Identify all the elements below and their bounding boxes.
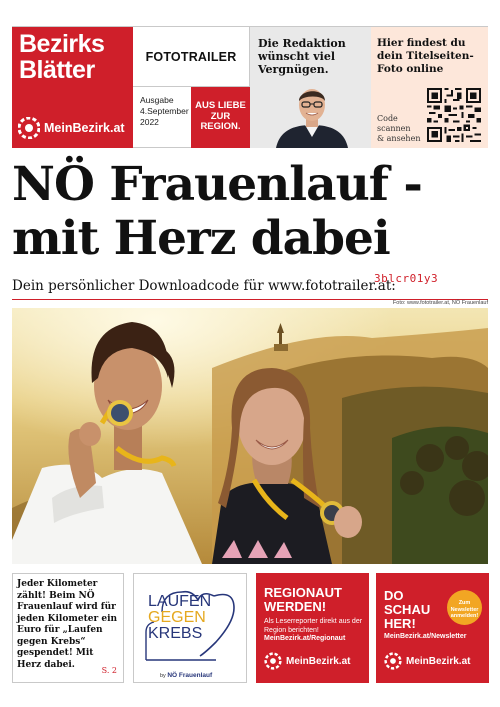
slogan-line2: ZUR — [210, 110, 231, 122]
editorial-text: Die Redaktion wünscht viel Vergnügen. — [258, 37, 346, 76]
slogan-line1: AUS LIEBE — [195, 100, 246, 111]
regionaut-link[interactable]: MeinBezirk.at/Regionaut — [264, 635, 346, 642]
issue-year: 2022 — [140, 117, 159, 127]
lgk-org: NÖ Frauenlauf — [167, 672, 213, 679]
page-headline — [12, 158, 488, 266]
fototrailer-label: FOTOTRAILER — [133, 27, 250, 87]
teaser-page-ref[interactable]: S. 2 — [101, 665, 117, 675]
meinbezirk-brand — [18, 117, 125, 139]
teaser-kilometer-text: Jeder Kilometer zählt! Beim NÖ Frauenlauf wird für jeden Kilometer ein Euro für „Laufen gegen Krebs“ gespendet! Mit Herz dabei. — [17, 579, 118, 670]
editor-portrait — [272, 85, 352, 148]
regionaut-brand-text: MeinBezirk.at — [286, 655, 351, 667]
editorial-box — [250, 27, 371, 148]
newsletter-link[interactable]: MeinBezirk.at/Newsletter — [384, 633, 467, 640]
photo-credit: Foto: www.fototrailer.at, NÖ Frauenlauf — [392, 300, 488, 306]
scan-line2: scannen — [377, 124, 411, 133]
logo-line1: Bezirks — [19, 30, 105, 58]
lgk-wordmark — [148, 594, 211, 642]
newsletter-title-line1: DO — [384, 588, 404, 603]
cover-online-box — [371, 27, 488, 148]
download-code-label: Dein persönlicher Downloadcode für www.fototrailer.at: — [12, 278, 396, 294]
badge-line2: Newsletter — [450, 606, 479, 613]
regionaut-title-line2: WERDEN! — [264, 599, 327, 614]
meinbezirk-icon — [264, 652, 282, 670]
logo-line2: Blätter — [19, 56, 95, 84]
issue-date: 4.September — [140, 106, 189, 116]
headline-line2: mit Herz dabei — [12, 211, 390, 266]
scan-line1: Code — [377, 114, 398, 123]
lgk-by-line — [160, 672, 212, 679]
cover-online-text: Hier findest du dein Titelseiten-Foto online — [377, 37, 474, 75]
issue-info — [133, 87, 191, 148]
slogan-box — [191, 87, 250, 148]
teaser-regionaut[interactable] — [256, 573, 369, 683]
slogan-line3: REGION. — [200, 121, 241, 132]
lgk-by: by — [160, 673, 166, 679]
bezirksblaetter-logo[interactable] — [12, 27, 133, 148]
logo-title — [19, 31, 104, 83]
badge-line3: anmelden! — [450, 613, 479, 619]
newsletter-title-line3: HER! — [384, 616, 416, 631]
lgk-line2: GEGEN — [148, 609, 206, 626]
newsletter-title — [384, 589, 430, 631]
meinbezirk-text: MeinBezirk.at — [44, 121, 125, 135]
scan-line3: & ansehen — [377, 134, 421, 143]
regionaut-body: Als Leserreporter direkt aus der Region berichten! — [264, 618, 363, 634]
newsletter-brand-text: MeinBezirk.at — [406, 655, 471, 667]
lgk-line1: LAUFEN — [148, 593, 212, 610]
regionaut-title — [264, 586, 342, 614]
badge-line1: Zum — [458, 600, 471, 606]
laufen-gegen-krebs-logo[interactable] — [133, 573, 247, 683]
regionaut-brand — [264, 652, 350, 670]
newsletter-title-line2: SCHAU — [384, 602, 431, 617]
teaser-kilometer[interactable] — [12, 573, 124, 683]
meinbezirk-icon — [384, 652, 402, 670]
newsletter-brand — [384, 652, 470, 670]
teaser-newsletter[interactable] — [376, 573, 489, 683]
scan-instruction — [377, 114, 420, 144]
meinbezirk-icon — [18, 117, 40, 139]
masthead — [12, 26, 488, 148]
lgk-line3: KREBS — [148, 625, 203, 642]
headline-line1: NÖ Frauenlauf - — [12, 157, 422, 212]
regionaut-title-line1: REGIONAUT — [264, 585, 342, 600]
issue-label: Ausgabe — [140, 95, 174, 105]
regionaut-text — [264, 618, 366, 644]
cover-photo — [12, 308, 488, 564]
download-code[interactable]: 3blcr01y3 — [374, 272, 439, 285]
newsletter-badge[interactable] — [447, 590, 482, 625]
qr-code-icon[interactable] — [427, 88, 481, 142]
